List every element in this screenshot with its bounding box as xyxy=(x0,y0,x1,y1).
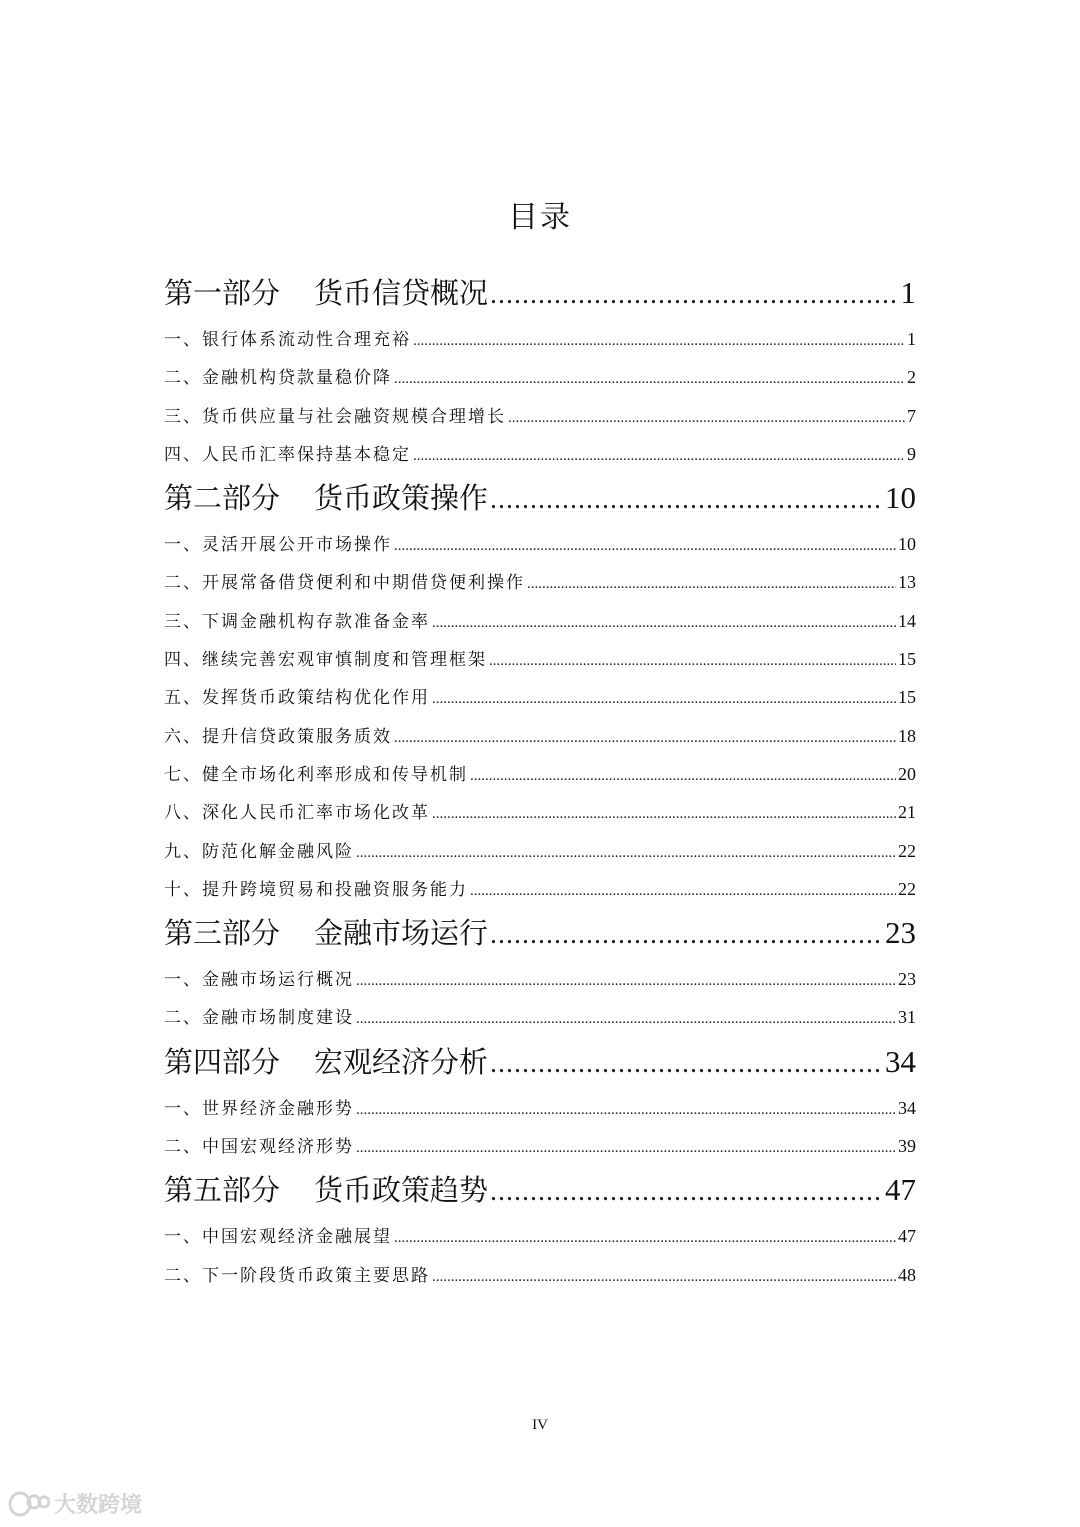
toc-page-number: 7 xyxy=(907,405,916,426)
toc-section-label: 一、中国宏观经济金融展望 xyxy=(164,1227,392,1248)
toc-page-number: 48 xyxy=(898,1264,916,1285)
toc-part-title: 宏观经济分析 xyxy=(314,1044,489,1079)
dot-leader xyxy=(489,642,896,680)
toc-section-label: 一、银行体系流动性合理充裕 xyxy=(164,330,411,350)
dot-leader xyxy=(490,270,898,320)
toc-page-number: 39 xyxy=(898,1136,916,1157)
dot-leader xyxy=(508,399,905,437)
toc-section-row[interactable] xyxy=(164,832,916,870)
toc-section-row[interactable] xyxy=(164,1256,916,1294)
toc-part-label xyxy=(164,1037,488,1087)
toc-section-label: 二、中国宏观经济形势 xyxy=(164,1137,354,1158)
toc-section-row[interactable] xyxy=(164,870,916,908)
page-number: IV xyxy=(532,1417,548,1433)
toc-section-row[interactable] xyxy=(164,602,916,640)
toc-part-row[interactable] xyxy=(164,1037,916,1087)
toc-page-number: 1 xyxy=(907,329,916,349)
toc-section-label: 三、下调金融机构存款准备金率 xyxy=(164,611,430,632)
toc-part-row[interactable] xyxy=(164,908,916,958)
dot-leader xyxy=(394,527,896,565)
toc-section-row[interactable] xyxy=(164,1217,916,1255)
toc-page-number: 47 xyxy=(885,1172,916,1208)
toc-section-row[interactable] xyxy=(164,358,916,396)
toc-part-label xyxy=(164,908,488,958)
toc-section-row[interactable] xyxy=(164,793,916,831)
dot-leader xyxy=(394,719,896,757)
toc-page-number: 14 xyxy=(898,610,916,631)
eye-logo-icon xyxy=(8,1490,50,1518)
toc-part-number: 第三部分 xyxy=(164,916,281,951)
toc-section-label: 五、发挥货币政策结构优化作用 xyxy=(164,688,430,709)
watermark-text: 大数跨境 xyxy=(54,1493,143,1518)
toc-page-number: 13 xyxy=(898,572,916,593)
table-of-contents xyxy=(164,268,916,1294)
toc-part-title: 金融市场运行 xyxy=(314,916,489,951)
toc-section-label: 二、金融机构贷款量稳价降 xyxy=(164,368,392,389)
toc-page-number: 22 xyxy=(898,840,916,861)
dot-leader xyxy=(490,910,883,960)
watermark xyxy=(8,1488,142,1519)
toc-page-number: 10 xyxy=(885,480,916,516)
toc-page-number: 21 xyxy=(898,802,916,823)
toc-section-label: 一、灵活开展公开市场操作 xyxy=(164,535,392,556)
dot-leader xyxy=(527,565,896,603)
dot-leader xyxy=(356,962,896,1000)
dot-leader xyxy=(490,1167,883,1217)
toc-section-label: 九、防范化解金融风险 xyxy=(164,841,354,862)
toc-part-row[interactable] xyxy=(164,473,916,523)
toc-section-label: 四、人民币汇率保持基本稳定 xyxy=(164,444,411,465)
toc-page-number: 31 xyxy=(898,1007,916,1028)
toc-section-row[interactable] xyxy=(164,755,916,793)
dot-leader xyxy=(356,834,896,872)
dot-leader xyxy=(470,757,896,795)
dot-leader xyxy=(432,1258,896,1296)
toc-section-row[interactable] xyxy=(164,563,916,601)
toc-section-row[interactable] xyxy=(164,435,916,473)
dot-leader xyxy=(432,604,896,642)
dot-leader xyxy=(413,437,905,475)
toc-page-number: 23 xyxy=(898,969,916,990)
toc-part-label xyxy=(164,268,488,318)
dot-leader xyxy=(356,1000,896,1038)
toc-page-number: 47 xyxy=(898,1226,916,1247)
toc-section-label: 一、金融市场运行概况 xyxy=(164,970,354,991)
page-title: 目录 xyxy=(508,200,572,235)
toc-section-label: 十、提升跨境贸易和投融资服务能力 xyxy=(164,879,468,900)
toc-section-label: 二、开展常备借贷便利和中期借贷便利操作 xyxy=(164,573,525,594)
dot-leader xyxy=(356,1129,896,1167)
toc-part-number: 第四部分 xyxy=(164,1044,281,1079)
toc-part-number: 第五部分 xyxy=(164,1173,281,1208)
dot-leader xyxy=(394,360,905,398)
toc-page-number: 22 xyxy=(898,878,916,899)
dot-leader xyxy=(490,1039,883,1089)
dot-leader xyxy=(356,1091,896,1129)
toc-section-label: 一、世界经济金融形势 xyxy=(164,1098,354,1119)
toc-page-number: 34 xyxy=(898,1097,916,1118)
toc-section-row[interactable] xyxy=(164,717,916,755)
toc-page-number: 15 xyxy=(898,649,916,670)
toc-section-row[interactable] xyxy=(164,640,916,678)
toc-part-label xyxy=(164,473,488,523)
toc-part-number: 第二部分 xyxy=(164,481,281,516)
dot-leader xyxy=(490,475,883,525)
toc-section-label: 三、货币供应量与社会融资规模合理增长 xyxy=(164,406,506,427)
toc-page-number: 23 xyxy=(885,915,916,951)
toc-part-title: 货币政策趋势 xyxy=(314,1173,489,1208)
toc-section-row[interactable] xyxy=(164,1089,916,1127)
toc-section-row[interactable] xyxy=(164,525,916,563)
toc-page-number: 9 xyxy=(907,443,916,464)
toc-section-label: 四、继续完善宏观审慎制度和管理框架 xyxy=(164,650,487,671)
toc-page-number: 20 xyxy=(898,763,916,784)
toc-part-title: 货币信贷概况 xyxy=(314,276,489,310)
toc-section-label: 六、提升信贷政策服务质效 xyxy=(164,726,392,747)
dot-leader xyxy=(432,680,896,718)
toc-page-number: 1 xyxy=(900,275,916,310)
toc-page-number: 2 xyxy=(907,367,916,388)
toc-page-number: 34 xyxy=(885,1043,916,1079)
toc-page-number: 15 xyxy=(898,687,916,708)
toc-section-row[interactable] xyxy=(164,678,916,716)
dot-leader xyxy=(413,322,905,360)
toc-section-label: 二、金融市场制度建设 xyxy=(164,1008,354,1029)
toc-section-row[interactable] xyxy=(164,320,916,358)
toc-part-label xyxy=(164,1165,488,1215)
toc-part-row[interactable] xyxy=(164,1165,916,1215)
toc-section-row[interactable] xyxy=(164,397,916,435)
dot-leader xyxy=(432,795,896,833)
toc-part-number: 第一部分 xyxy=(164,276,281,310)
toc-page-number: 10 xyxy=(898,534,916,555)
toc-section-label: 七、健全市场化利率形成和传导机制 xyxy=(164,764,468,785)
toc-section-row[interactable] xyxy=(164,998,916,1036)
toc-part-title: 货币政策操作 xyxy=(314,481,489,516)
dot-leader xyxy=(470,872,896,910)
toc-page-number: 18 xyxy=(898,725,916,746)
toc-section-row[interactable] xyxy=(164,960,916,998)
dot-leader xyxy=(394,1219,896,1257)
toc-section-label: 八、深化人民币汇率市场化改革 xyxy=(164,803,430,824)
toc-section-row[interactable] xyxy=(164,1127,916,1165)
toc-part-row[interactable] xyxy=(164,268,916,318)
toc-section-label: 二、下一阶段货币政策主要思路 xyxy=(164,1265,430,1286)
